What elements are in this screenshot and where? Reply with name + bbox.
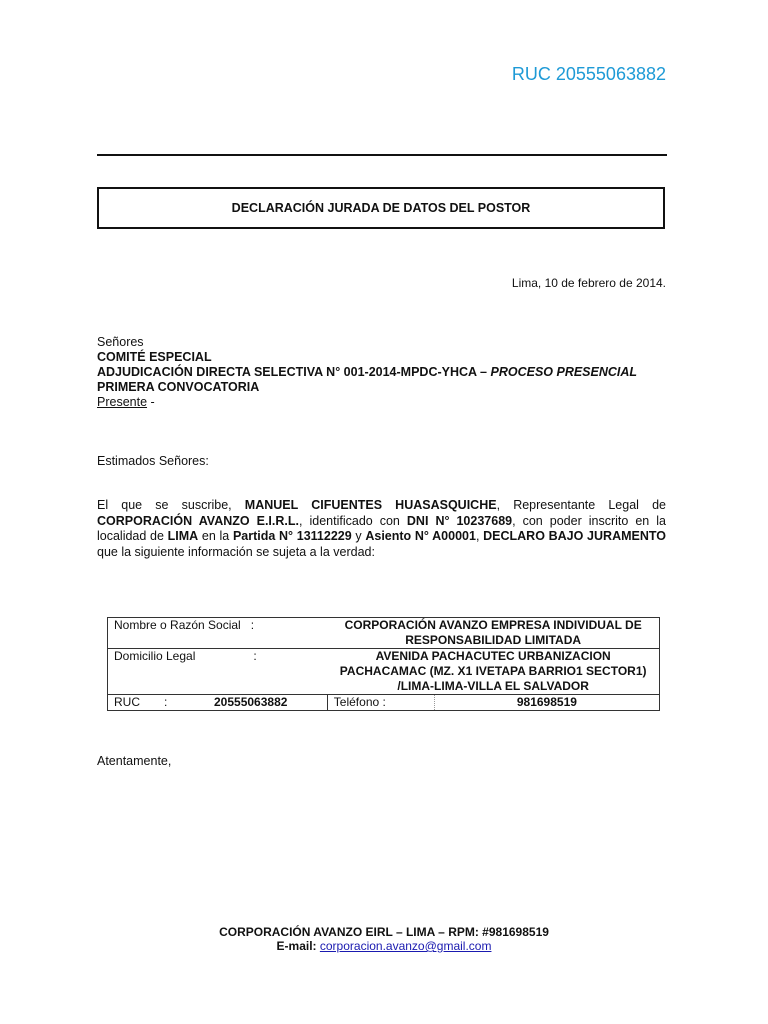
header-divider (97, 154, 667, 156)
colon: : (164, 695, 168, 709)
company-name: CORPORACIÓN AVANZO E.I.R.L. (97, 513, 299, 528)
present-line (97, 395, 637, 410)
body-text: , Representante Legal de (496, 498, 666, 512)
table-row (108, 695, 660, 711)
header-ruc: RUC 20555063882 (511, 64, 666, 84)
body-text: y (351, 529, 366, 543)
process-type: PROCESO PRESENCIAL (490, 365, 638, 379)
name-value: CORPORACIÓN AVANZO EMPRESA INDIVIDUAL DE RESPONSABILIDAD LIMITADA (327, 618, 659, 649)
representative-name: MANUEL CIFUENTES HUASASQUICHE (244, 498, 497, 512)
body-text: , con poder inscrito en la localidad de (97, 513, 666, 543)
process-name: ADJUDICACIÓN DIRECTA SELECTIVA N° 001-2014-MPDC-YHCA – (97, 365, 488, 379)
table-label-cell (108, 618, 328, 649)
body-text: El que se suscribe, (97, 498, 245, 512)
partida: Partida N° 13112229 (232, 529, 352, 543)
phone-cell (327, 695, 659, 711)
declaration-paragraph (97, 498, 666, 560)
committee: COMITÉ ESPECIAL (97, 350, 212, 364)
closing: Atentamente, (97, 754, 172, 768)
email-label: E-mail: (276, 939, 320, 953)
ruc-cell (108, 695, 328, 711)
footer-email-line (0, 939, 768, 953)
body-text: , identificado con (299, 513, 407, 528)
salutation: Señores (97, 335, 144, 349)
asiento: Asiento N° A00001 (365, 529, 476, 543)
name-label: Nombre o Razón Social (114, 618, 241, 632)
document-title: DECLARACIÓN JURADA DE DATOS DEL POSTOR (97, 187, 665, 229)
address-value: AVENIDA PACHACUTEC URBANIZACION PACHACAMAC (MZ. X1 IVETAPA BARRIO1 SECTOR1) /LIMA-LIMA-VILLA EL SALVADOR (327, 649, 659, 695)
addressee-block (97, 335, 637, 410)
locality: LIMA (167, 529, 199, 543)
ruc-value: 20555063882 (214, 695, 288, 709)
table-row (108, 649, 660, 695)
body-text: , (475, 529, 484, 543)
dni: DNI N° 10237689 (406, 513, 513, 528)
body-text: que la siguiente información se sujeta a la verdad: (97, 544, 375, 559)
present: Presente (97, 395, 148, 409)
document-date: Lima, 10 de febrero de 2014. (511, 276, 666, 290)
footer (0, 925, 768, 953)
declaration-statement: DECLARO BAJO JURAMENTO (483, 529, 666, 543)
colon: : (253, 649, 257, 663)
greeting: Estimados Señores: (97, 454, 209, 468)
present-suffix: - (147, 395, 155, 409)
table-label-cell (108, 649, 328, 695)
table-row (108, 618, 660, 649)
phone-label: Teléfono : (333, 695, 386, 709)
process-line (97, 365, 637, 380)
colon: : (250, 618, 255, 632)
postor-data-table (107, 617, 660, 711)
footer-company-line: CORPORACIÓN AVANZO EIRL – LIMA – RPM: #981698519 (219, 925, 549, 939)
ruc-label: RUC (114, 695, 140, 709)
phone-value: 981698519 (434, 695, 659, 710)
address-label: Domicilio Legal (114, 649, 196, 663)
body-text: en la (198, 529, 233, 543)
email-link[interactable]: corporacion.avanzo@gmail.com (319, 939, 492, 953)
call: PRIMERA CONVOCATORIA (97, 380, 260, 394)
